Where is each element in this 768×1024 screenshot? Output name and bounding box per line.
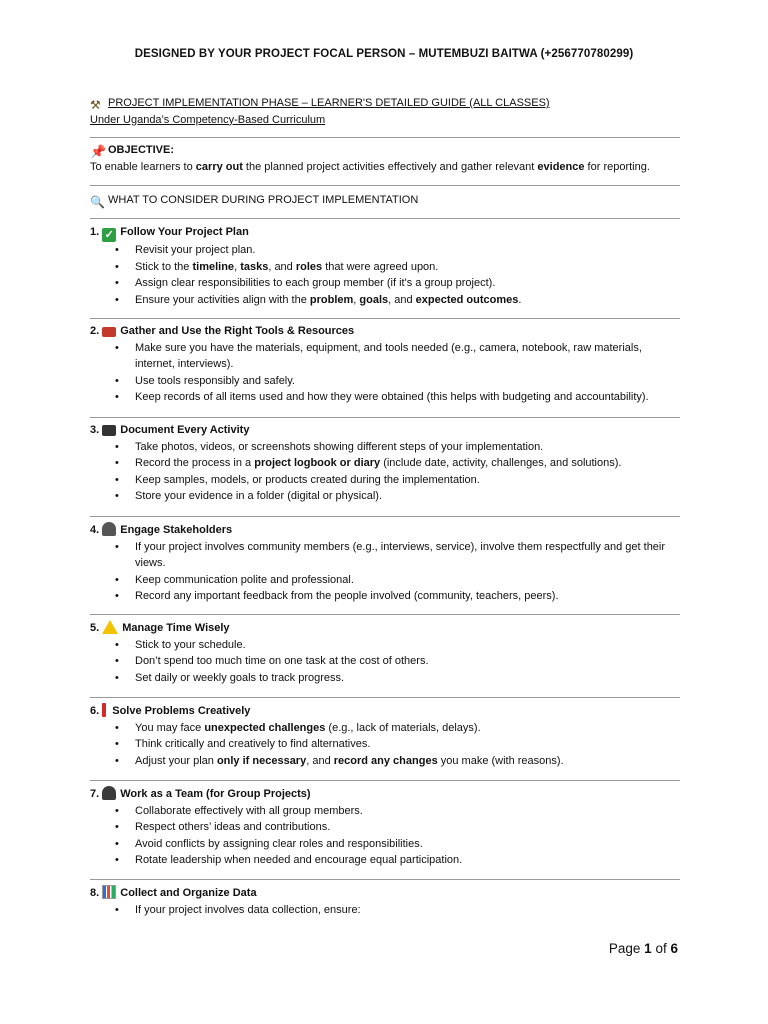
list-item: • Rotate leadership when needed and encourage equal participation.	[90, 852, 680, 869]
list-item: • Keep samples, models, or products created during the implementation.	[90, 472, 680, 489]
list-item: • Take photos, videos, or screenshots showing different steps of your implementation.	[90, 439, 680, 456]
tools-icon: ⚒	[90, 98, 101, 112]
exclamation-icon	[102, 703, 106, 717]
section-3	[90, 422, 680, 505]
divider	[90, 879, 680, 880]
section-heading: 4. Engage Stakeholders	[90, 524, 233, 536]
section-4	[90, 522, 680, 605]
section-6	[90, 703, 680, 769]
document-title-text: PROJECT IMPLEMENTATION PHASE – LEARNER'S DETAILED GUIDE (ALL CLASSES)	[108, 97, 550, 109]
divider	[90, 516, 680, 517]
list-item: • Keep records of all items used and how they were obtained (this helps with budgeting and accountability).	[90, 389, 680, 406]
divider	[90, 697, 680, 698]
section-heading: 8. Collect and Organize Data	[90, 887, 257, 899]
objective-section	[90, 142, 680, 175]
list-item: • Stick to your schedule.	[90, 637, 680, 654]
section-list	[90, 803, 680, 869]
list-item: • Make sure you have the materials, equipment, and tools needed (e.g., camera, notebook, raw materials, internet, interviews).	[90, 340, 680, 373]
section-list	[90, 539, 680, 605]
list-item: • Collaborate effectively with all group members.	[90, 803, 680, 820]
section-heading: 1. ✓ Follow Your Project Plan	[90, 226, 249, 241]
list-item: • Set daily or weekly goals to track progress.	[90, 670, 680, 687]
section-heading: 3. Document Every Activity	[90, 424, 250, 436]
divider	[90, 417, 680, 418]
list-item: • Respect others’ ideas and contributions.	[90, 819, 680, 836]
title-block	[90, 95, 680, 128]
section-5	[90, 620, 680, 686]
warning-icon	[102, 620, 118, 634]
list-item: • Keep communication polite and professional.	[90, 572, 680, 589]
document-subtitle: Under Uganda’s Competency-Based Curriculum	[90, 113, 326, 126]
section-2	[90, 323, 680, 406]
list-item: • Adjust your plan only if necessary, and record any changes you make (with reasons).	[90, 753, 680, 770]
section-heading: 2. Gather and Use the Right Tools & Resources	[90, 325, 355, 337]
section-heading: 7. Work as a Team (for Group Projects)	[90, 788, 311, 800]
document-header: DESIGNED BY YOUR PROJECT FOCAL PERSON – MUTEMBUZI BAITWA (+256770780299)	[134, 48, 634, 60]
divider	[90, 137, 680, 138]
section-list	[90, 340, 680, 406]
list-item: • Don’t spend too much time on one task at the cost of others.	[90, 653, 680, 670]
divider	[90, 614, 680, 615]
section-heading: 6. Solve Problems Creatively	[90, 705, 251, 717]
list-item: • You may face unexpected challenges (e.g., lack of materials, delays).	[90, 720, 680, 737]
toolbox-icon	[102, 327, 116, 337]
check-icon: ✓	[102, 228, 116, 242]
magnifier-icon: 🔍	[90, 195, 105, 209]
pushpin-icon: 📌	[90, 144, 107, 159]
list-item: • Record any important feedback from the people involved (community, teachers, peers).	[90, 588, 680, 605]
list-item: • Use tools responsibly and safely.	[90, 373, 680, 390]
camera-icon	[102, 425, 116, 436]
list-item: • If your project involves data collection, ensure:	[90, 902, 680, 919]
section-list	[90, 902, 680, 919]
people-icon	[102, 522, 116, 536]
divider	[90, 780, 680, 781]
list-item: • Store your evidence in a folder (digital or physical).	[90, 488, 680, 505]
consider-heading: 🔍 WHAT TO CONSIDER DURING PROJECT IMPLEMENTATION	[90, 194, 419, 209]
section-list	[90, 720, 680, 770]
team-icon	[102, 786, 116, 800]
section-list	[90, 637, 680, 687]
section-1	[90, 224, 680, 308]
section-8	[90, 885, 680, 918]
page-number: Page 1 of 6	[608, 941, 678, 956]
divider	[90, 318, 680, 319]
list-item: • Ensure your activities align with the problem, goals, and expected outcomes.	[90, 292, 680, 309]
section-list	[90, 439, 680, 505]
list-item: • Assign clear responsibilities to each group member (if it's a group project).	[90, 275, 680, 292]
divider	[90, 185, 680, 186]
section-7	[90, 786, 680, 869]
divider	[90, 218, 680, 219]
list-item: • Revisit your project plan.	[90, 242, 680, 259]
objective-text: To enable learners to carry out the planned project activities effectively and gather relevant evidence for reporting.	[90, 160, 650, 173]
bar-chart-icon	[102, 885, 116, 899]
section-list	[90, 242, 680, 308]
list-item: • Avoid conflicts by assigning clear roles and responsibilities.	[90, 836, 680, 853]
list-item: • Think critically and creatively to find alternatives.	[90, 736, 680, 753]
list-item: • Stick to the timeline, tasks, and roles that were agreed upon.	[90, 259, 680, 276]
document-title	[90, 95, 680, 112]
list-item: • If your project involves community members (e.g., interviews, service), involve them respectfully and get their views.	[90, 539, 680, 572]
list-item: • Record the process in a project logbook or diary (include date, activity, challenges, and solutions).	[90, 455, 680, 472]
objective-heading: 📌 OBJECTIVE:	[90, 144, 175, 159]
section-heading: 5. Manage Time Wisely	[90, 622, 230, 634]
